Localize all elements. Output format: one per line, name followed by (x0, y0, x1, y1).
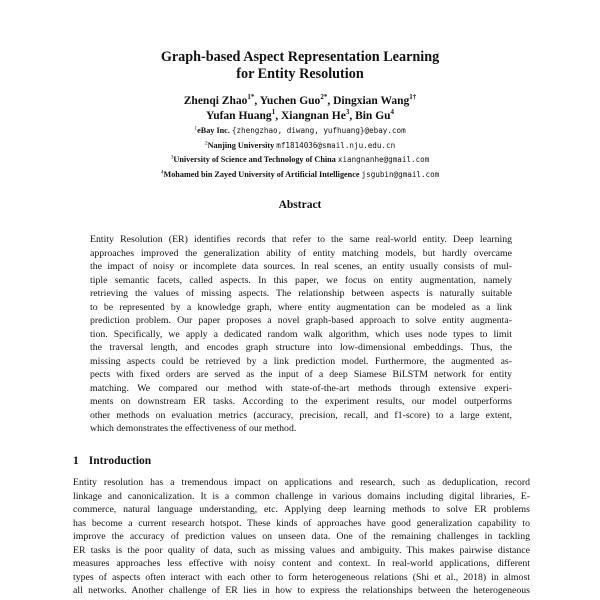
affiliation-name: eBay Inc. (197, 126, 230, 135)
body-line: commerce, natural language understanding, etc. Applying deep learning methods to solve ER problems (73, 504, 530, 515)
abstract-line: matching. We compared our method with state-of-the-art methods through extensive experi- (90, 382, 512, 394)
body-line: measures approaches less effective with noisy content and context. In real-world applications, different (73, 558, 530, 569)
body-line: all networks. Another challenge of ER lies in how to express the relationships between the heterogeneous (73, 585, 530, 596)
author-sep: , (327, 95, 334, 107)
body-line: types of aspects often interact with each other to form heterogeneous relations (Shi et al., 2018) in almost (73, 571, 530, 583)
author-name: Zhenqi Zhao (183, 95, 248, 107)
affiliation-number: 4 (160, 169, 164, 176)
abstract-line: approaches improved the generalization ability of entity matching models, but hardly overcame (90, 247, 512, 259)
author-line (0, 94, 600, 109)
author-line (0, 109, 600, 124)
paper-title (0, 49, 600, 83)
abstract-line: prediction problem. Our paper proposes a novel graph-based approach to solve entity augmenta- (90, 315, 512, 326)
title-line: Graph-based Aspect Representation Learning (160, 49, 440, 65)
author-name: Bin Gu (355, 110, 391, 122)
abstract-line: tiple semantic facets, called aspects. In this paper, we focus on entity augmentation, namely (90, 274, 512, 286)
abstract-line: the impact of noisy or incomplete data sources. In real scenes, an entity usually consists of mul- (90, 261, 512, 272)
body-line: improve the accuracy of prediction values on unseen data. One of the remaining challenges in tackling (73, 531, 530, 542)
body-line: linkage and canonicalization. It is a common challenge in various domains including digital libraries, E- (73, 490, 530, 502)
author-sup: 3 (345, 108, 350, 117)
affiliation-number: 2 (204, 139, 208, 146)
title-line: for Entity Resolution (236, 66, 364, 82)
affiliation-number: 3 (170, 154, 174, 161)
introduction-body (73, 476, 530, 598)
author-sep: , (254, 95, 260, 107)
body-line: has become a current research hotspot. These kinds of approaches have good generalization capability to (73, 517, 530, 529)
abstract-line: Entity Resolution (ER) identifies records that refer to the same real-world entity. Deep learning (90, 234, 512, 245)
abstract-line: other methods on evaluation metrics (accuracy, precision, recall, and f1-score) to a large extent, (90, 409, 512, 421)
affiliation (0, 168, 600, 183)
author-sup: 4 (390, 108, 395, 117)
affiliation (0, 139, 600, 154)
affiliation (0, 153, 600, 168)
author-name: Yufan Huang (205, 110, 272, 122)
section-heading-introduction (73, 455, 151, 467)
affiliation (0, 124, 600, 139)
affiliation-email[interactable]: mf1814036@smail.nju.edu.cn (276, 140, 396, 150)
abstract-line: tion. Specifically, we apply a dedicated random walk algorithm, which uses node types to limit (90, 328, 512, 340)
author-sup: 1† (409, 93, 417, 102)
author-name: Xiangnan He (280, 110, 346, 122)
author-name: Yuchen Guo (259, 95, 321, 107)
author-sup: 2* (320, 93, 328, 102)
abstract-body (90, 233, 512, 436)
affiliation-name: Mohamed bin Zayed University of Artificial Intelligence (163, 169, 360, 179)
affiliation-number: 1 (194, 125, 198, 132)
abstract-line: retrieving the values of missing aspects. The relationship between aspects is naturally suitable (90, 288, 512, 299)
body-line: Entity resolution has a tremendous impact on applications and research, such as deduplication, record (73, 477, 530, 488)
abstract-line: which demonstrates the effectiveness of our method. (90, 423, 297, 434)
affiliation-email[interactable]: xiangnanhe@gmail.com (337, 155, 430, 165)
author-list (0, 94, 600, 124)
section-number: 1 (73, 455, 79, 467)
author-sup: 1* (247, 93, 255, 102)
affiliation-email[interactable]: jsgubin@gmail.com (361, 169, 440, 179)
author-name: Dingxian Wang (333, 95, 410, 107)
author-sep: , (349, 110, 356, 122)
abstract-heading: Abstract (278, 199, 322, 211)
abstract-line: missing aspects could be retrieved by a link prediction model. Furthermore, the augmented as- (90, 355, 512, 367)
abstract-line: to be represented by a knowledge graph, where entity augmentation can be modeled as a link (90, 301, 512, 313)
affiliation-email[interactable]: {zhengzhao, diwang, yufhuang}@ebay.com (231, 126, 406, 135)
affiliation-name: University of Science and Technology of China (173, 155, 336, 165)
body-line: ER tasks is the poor quality of data, such as missing values and ambiguity. This makes pairwise distance (73, 544, 530, 556)
abstract-line: ments on downstream ER tasks. According to the experiment results, our model outperforms (90, 396, 512, 407)
author-sup: 1 (271, 108, 276, 117)
abstract-line: pects with fixed orders are served as the input of a deep Siamese BiLSTM network for entity (90, 369, 512, 380)
affiliation-list (0, 124, 600, 182)
affiliation-name: Nanjing University (207, 140, 275, 150)
abstract-line: the traversal length, and encodes graph structure into low-dimensional embeddings. Thus, the (90, 342, 512, 353)
author-sep: , (275, 110, 281, 122)
section-title: Introduction (88, 455, 152, 467)
